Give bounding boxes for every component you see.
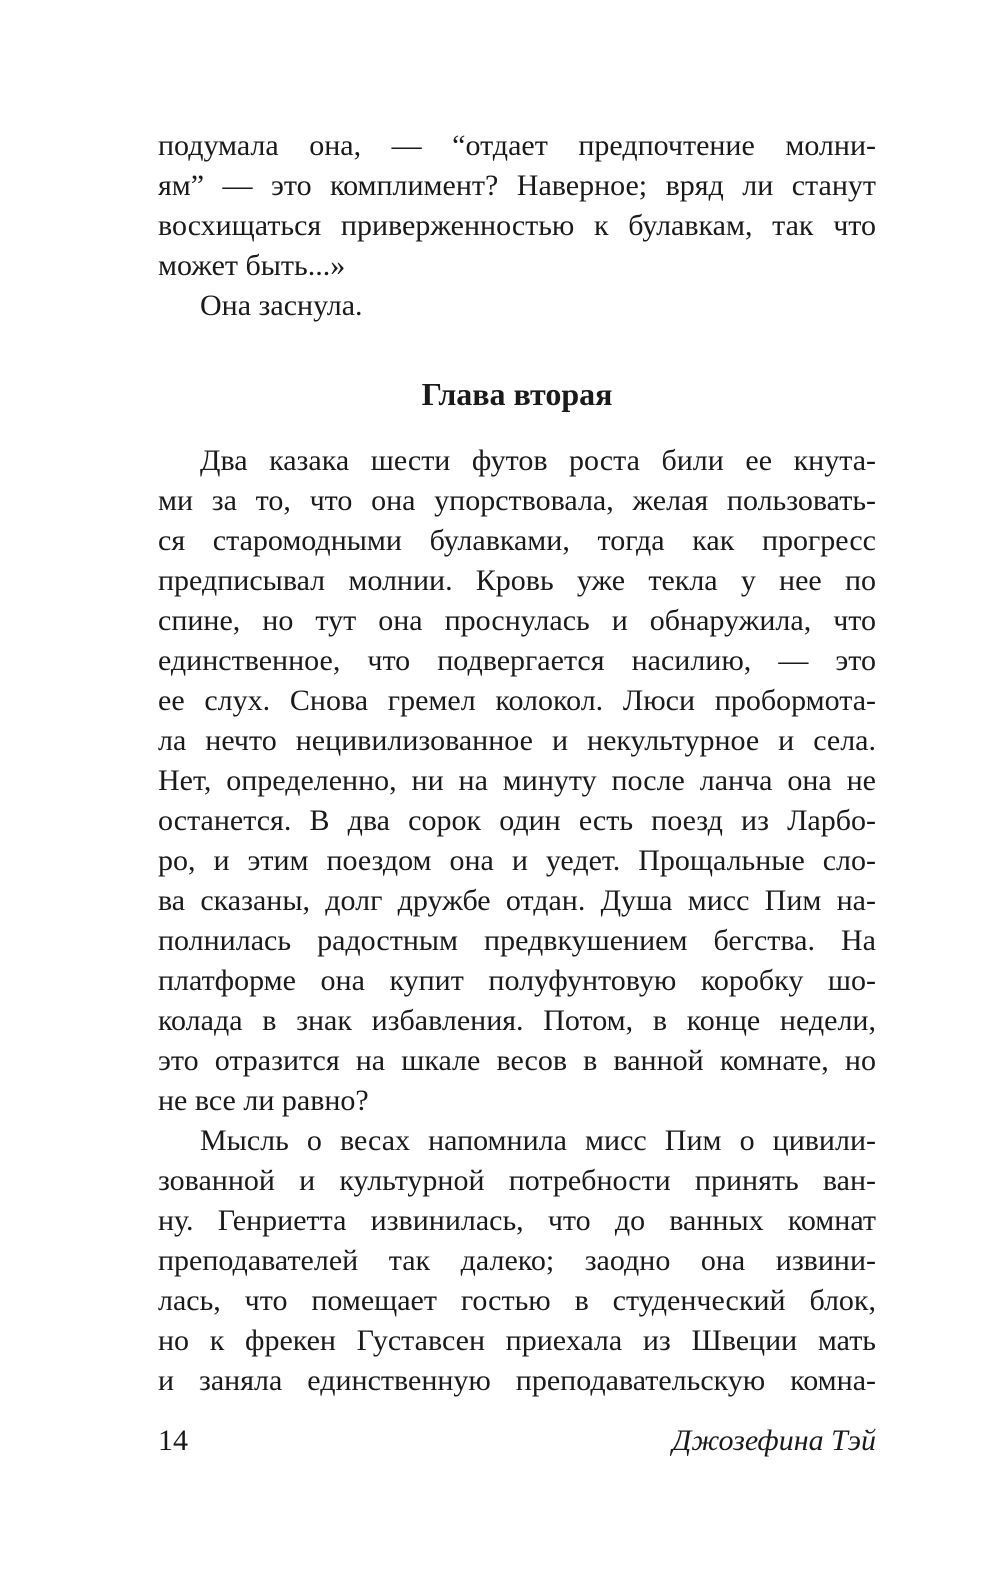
opening-paragraph [158,126,876,326]
running-footer-author: Джозефина Тэй [672,1424,876,1457]
text-line: зованной и культурной потребности принять ван- [158,1164,876,1197]
text-line: ва сказаны, долг дружбе отдан. Душа мисс Пим на- [158,884,876,917]
text-line: ям” — это комплимент? Наверное; вряд ли станут [158,169,876,202]
text-line: Два казака шести футов роста били ее кнута- [200,444,876,477]
chapter-title: Глава вторая [421,376,613,412]
text-line: восхищаться приверженностью к булавкам, так что [158,209,876,242]
text-line: останется. В два сорок один есть поезд из Ларбо- [158,804,876,837]
text-line: платформе она купит полуфунтовую коробку шо- [158,964,876,997]
text-line: подумала она, — “отдает предпочтение молни- [158,129,876,162]
text-line: ну. Генриетта извинилась, что до ванных комнат [158,1204,876,1237]
text-line: но к фрекен Густавсен приехала из Швеции мать [158,1324,876,1357]
text-line: единственное, что подвергается насилию, — это [158,644,876,677]
text-line: ее слух. Снова гремел колокол. Люси пробормота- [158,684,876,717]
text-line: лась, что помещает гостью в студенческий блок, [158,1284,876,1317]
text-line: спине, но тут она проснулась и обнаружила, что [158,604,876,637]
text-line: Нет, определенно, ни на минуту после ланча она не [158,764,876,797]
text-line: полнилась радостным предвкушением бегства. На [158,924,876,957]
text-line: преподавателей так далеко; заодно она извини- [158,1244,876,1277]
chapter-body [158,441,876,1401]
text-line: это отразится на шкале весов в ванной комнате, но [158,1044,876,1077]
text-line: ла нечто нецивилизованное и некультурное и села. [158,724,876,757]
text-line: предписывал молнии. Кровь уже текла у нее по [158,564,876,597]
text-line: и заняла единственную преподавательскую комна- [158,1364,876,1397]
text-line: Мысль о весах напомнила мисс Пим о цивили- [200,1124,876,1157]
text-line: Она заснула. [200,289,363,322]
page-number: 14 [158,1424,188,1457]
text-line: ро, и этим поездом она и уедет. Прощальные сло- [158,844,876,877]
text-line: может быть...» [158,249,346,282]
text-line: колада в знак избавления. Потом, в конце недели, [158,1004,876,1037]
text-line: ми за то, что она упорствовала, желая пользовать- [158,484,876,517]
text-line: ся старомодными булавками, тогда как прогресс [158,524,876,557]
text-line: не все ли равно? [158,1084,369,1117]
